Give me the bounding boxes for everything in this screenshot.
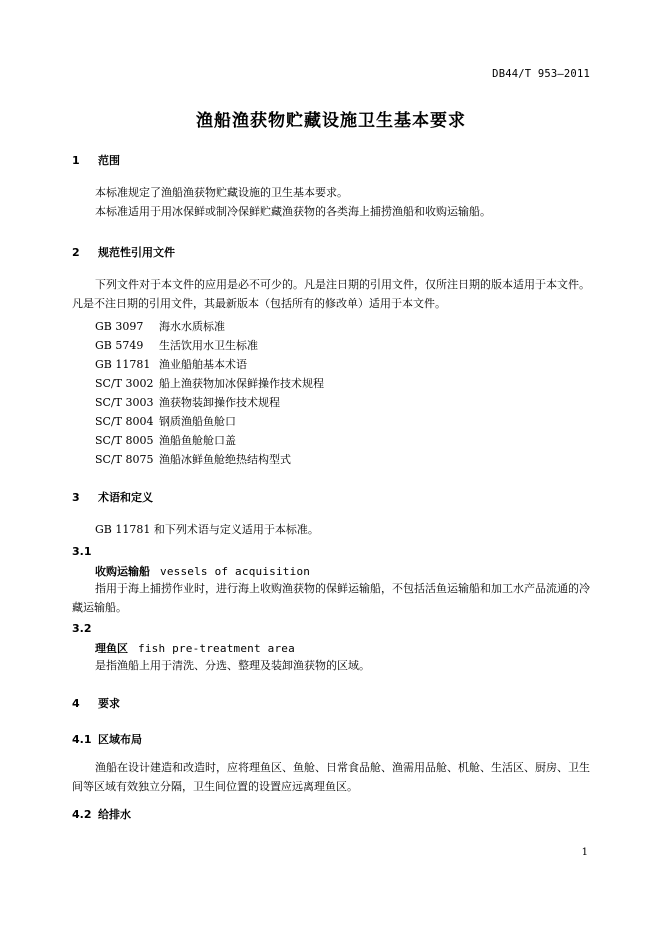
section-title: 术语和定义 <box>98 491 153 504</box>
standard-number: DB44/T 953—2011 <box>492 68 590 80</box>
document-title: 渔船渔获物贮藏设施卫生基本要求 <box>196 111 466 131</box>
term-heading <box>95 563 310 579</box>
section-1-heading <box>72 152 120 168</box>
reference-item <box>95 432 236 448</box>
section-title: 范围 <box>98 154 120 167</box>
term-zh: 收购运输船 <box>95 565 150 578</box>
reference-name: 海水水质标准 <box>159 320 225 333</box>
term-heading <box>95 640 295 656</box>
section-2-heading <box>72 244 175 260</box>
reference-code: SC/T 8005 <box>95 434 154 447</box>
reference-item <box>95 318 225 334</box>
reference-item <box>95 413 236 429</box>
subsection-4-2-heading <box>72 806 131 822</box>
subsection-number: 4.1 <box>72 733 92 746</box>
term-definition: 指用于海上捕捞作业时，进行海上收购渔获物的保鲜运输船，不包括活鱼运输船和加工水产品流通的冷藏运输船。 <box>72 582 590 614</box>
section-number: 4 <box>72 697 80 710</box>
subsection-title: 给排水 <box>98 808 131 821</box>
term-en: fish pre-treatment area <box>138 642 295 655</box>
reference-item <box>95 394 280 410</box>
reference-name: 渔船鱼舱舱口盖 <box>159 434 236 447</box>
reference-code: GB 3097 <box>95 320 144 333</box>
section-4-heading <box>72 695 120 711</box>
subsection-number: 4.2 <box>72 808 92 821</box>
term-number: 3.2 <box>72 622 92 635</box>
reference-name: 生活饮用水卫生标准 <box>159 339 258 352</box>
page-number: 1 <box>581 847 588 858</box>
subsection-4-1-heading <box>72 731 142 747</box>
paragraph: 渔船在设计建造和改造时，应将理鱼区、鱼舱、日常食品舱、渔需用品舱、机舱、生活区、厨房、卫生间等区域有效独立分隔，卫生间位置的设置应远离理鱼区。 <box>72 761 590 793</box>
subsection-title: 区域布局 <box>98 733 142 746</box>
reference-name: 渔船冰鲜鱼舱绝热结构型式 <box>159 453 291 466</box>
reference-code: SC/T 8004 <box>95 415 154 428</box>
reference-code: GB 11781 <box>95 358 151 371</box>
paragraph: GB 11781 和下列术语与定义适用于本标准。 <box>95 523 319 536</box>
reference-item <box>95 451 291 467</box>
reference-code: SC/T 8075 <box>95 453 154 466</box>
reference-code: SC/T 3002 <box>95 377 154 390</box>
reference-item <box>95 337 258 353</box>
section-title: 规范性引用文件 <box>98 246 175 259</box>
reference-name: 渔获物装卸操作技术规程 <box>159 396 280 409</box>
section-number: 3 <box>72 491 80 504</box>
reference-name: 钢质渔船鱼舱口 <box>159 415 236 428</box>
term-number: 3.1 <box>72 545 92 558</box>
reference-item <box>95 375 324 391</box>
reference-code: GB 5749 <box>95 339 144 352</box>
term-en: vessels of acquisition <box>160 565 311 578</box>
section-number: 1 <box>72 154 80 167</box>
reference-name: 船上渔获物加冰保鲜操作技术规程 <box>159 377 324 390</box>
paragraph: 下列文件对于本文件的应用是必不可少的。凡是注日期的引用文件，仅所注日期的版本适用于本文件。凡是不注日期的引用文件，其最新版本（包括所有的修改单）适用于本文件。 <box>72 278 590 310</box>
section-number: 2 <box>72 246 80 259</box>
paragraph: 本标准规定了渔船渔获物贮藏设施的卫生基本要求。 <box>95 186 348 199</box>
paragraph: 本标准适用于用冰保鲜或制冷保鲜贮藏渔获物的各类海上捕捞渔船和收购运输船。 <box>95 205 491 218</box>
term-definition: 是指渔船上用于清洗、分选、整理及装卸渔获物的区域。 <box>95 659 370 672</box>
section-3-heading <box>72 489 153 505</box>
reference-item <box>95 356 247 372</box>
term-zh: 理鱼区 <box>95 642 128 655</box>
reference-code: SC/T 3003 <box>95 396 154 409</box>
section-title: 要求 <box>98 697 120 710</box>
reference-name: 渔业船舶基本术语 <box>159 358 247 371</box>
